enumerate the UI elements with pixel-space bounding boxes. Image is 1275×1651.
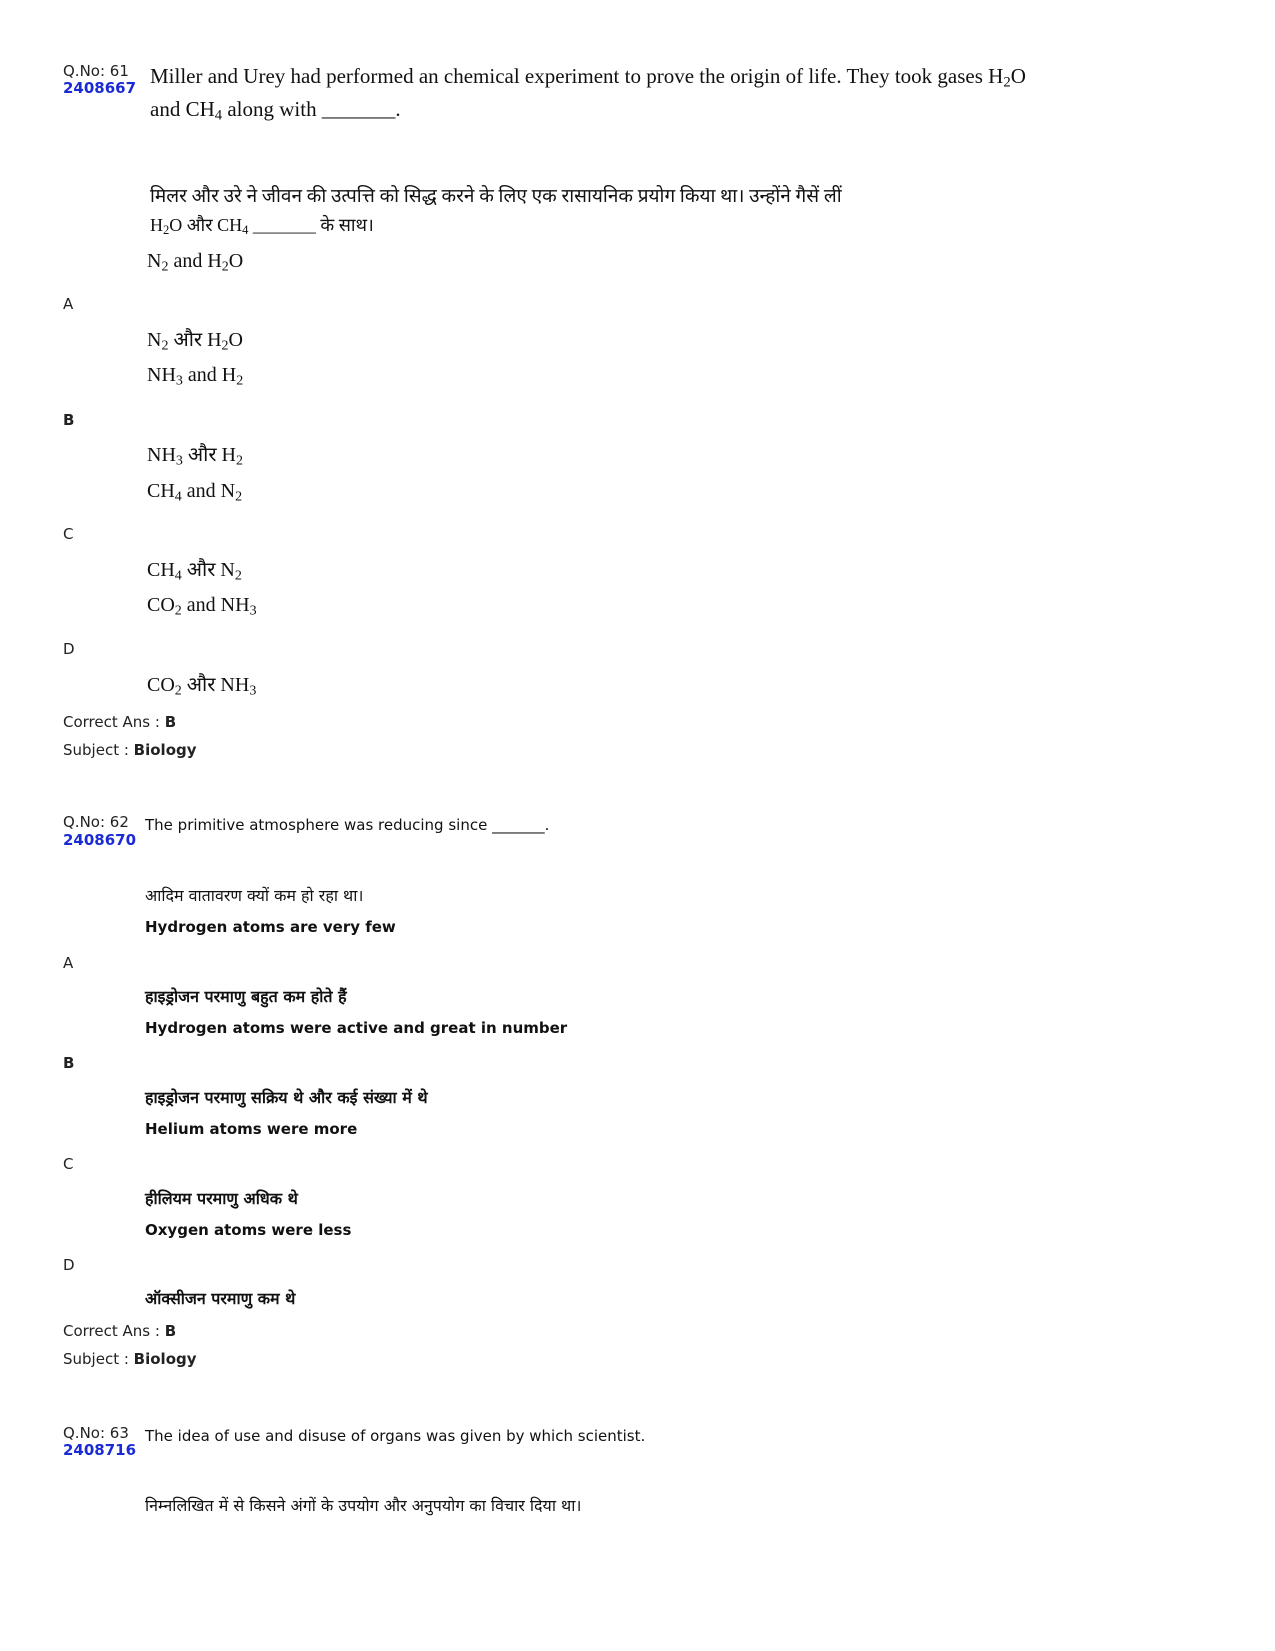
option-a-label: A [63, 295, 74, 313]
option-d-hindi: $CO_2$ और $NH_3$ [147, 674, 257, 699]
correct-answer: Correct Ans : B [63, 1322, 177, 1340]
option-c-english: Helium atoms were more [145, 1120, 358, 1138]
option-a-hindi: हाइड्रोजन परमाणु बहुत कम होते हैं [145, 987, 347, 1006]
subject: Subject : Biology [63, 741, 197, 759]
option-b-english: $NH_3$ and $H_2$ [147, 364, 244, 389]
option-c-label: C [63, 525, 74, 543]
option-c-hindi: हीलियम परमाणु अधिक थे [145, 1189, 298, 1208]
option-a-hindi: $N_2$ और $H_2O$ [147, 329, 243, 354]
question-number: Q.No: 61 [63, 62, 129, 80]
option-b-label: B [63, 1054, 75, 1072]
option-d-english: Oxygen atoms were less [145, 1221, 352, 1239]
question-english: The primitive atmosphere was reducing since _______. [145, 816, 550, 834]
option-c-label: C [63, 1155, 74, 1173]
option-b-english: Hydrogen atoms were active and great in number [145, 1019, 568, 1037]
correct-answer: Correct Ans : B [63, 713, 177, 731]
question-hindi: आदिम वातावरण क्यों कम हो रहा था। [145, 886, 364, 905]
option-c-hindi: $CH_4$ और $N_2$ [147, 559, 242, 584]
option-c-english: $CH_4$ and $N_2$ [147, 480, 243, 505]
option-d-label: D [63, 1256, 75, 1274]
option-a-english: $N_2$ and $H_2O$ [147, 250, 244, 275]
question-id: 2408670 [63, 831, 137, 849]
question-number: Q.No: 63 [63, 1424, 129, 1442]
subject: Subject : Biology [63, 1350, 197, 1368]
option-d-english: $CO_2$ and $NH_3$ [147, 594, 257, 619]
question-number: Q.No: 62 [63, 813, 129, 831]
question-hindi: निम्नलिखित में से किसने अंगों के उपयोग और अनुपयोग का विचार दिया था। [145, 1496, 582, 1515]
option-a-label: A [63, 954, 74, 972]
option-b-hindi: हाइड्रोजन परमाणु सक्रिय थे और कई संख्या में थे [145, 1088, 428, 1107]
option-d-label: D [63, 640, 75, 658]
option-d-hindi: ऑक्सीजन परमाणु कम थे [145, 1289, 296, 1308]
question-id: 2408667 [63, 79, 137, 97]
question-english: The idea of use and disuse of organs was given by which scientist. [145, 1427, 646, 1445]
option-b-hindi: $NH_3$ और $H_2$ [147, 444, 243, 469]
question-hindi-line2: $H_2O$ और $CH_4$ _______ के साथ। [150, 215, 374, 238]
question-english-line2: and $CH_4$ along with _______. [150, 97, 401, 124]
option-b-label: B [63, 411, 75, 429]
question-hindi-line1: मिलर और उरे ने जीवन की उत्पत्ति को सिद्ध करने के लिए एक रासायनिक प्रयोग किया था। उन्होंने गैसें लीं [150, 186, 842, 207]
option-a-english: Hydrogen atoms are very few [145, 918, 396, 936]
question-id: 2408716 [63, 1441, 137, 1459]
question-english-line1: Miller and Urey had performed an chemical experiment to prove the origin of life. They took gases $H_2O$ [150, 64, 1026, 91]
